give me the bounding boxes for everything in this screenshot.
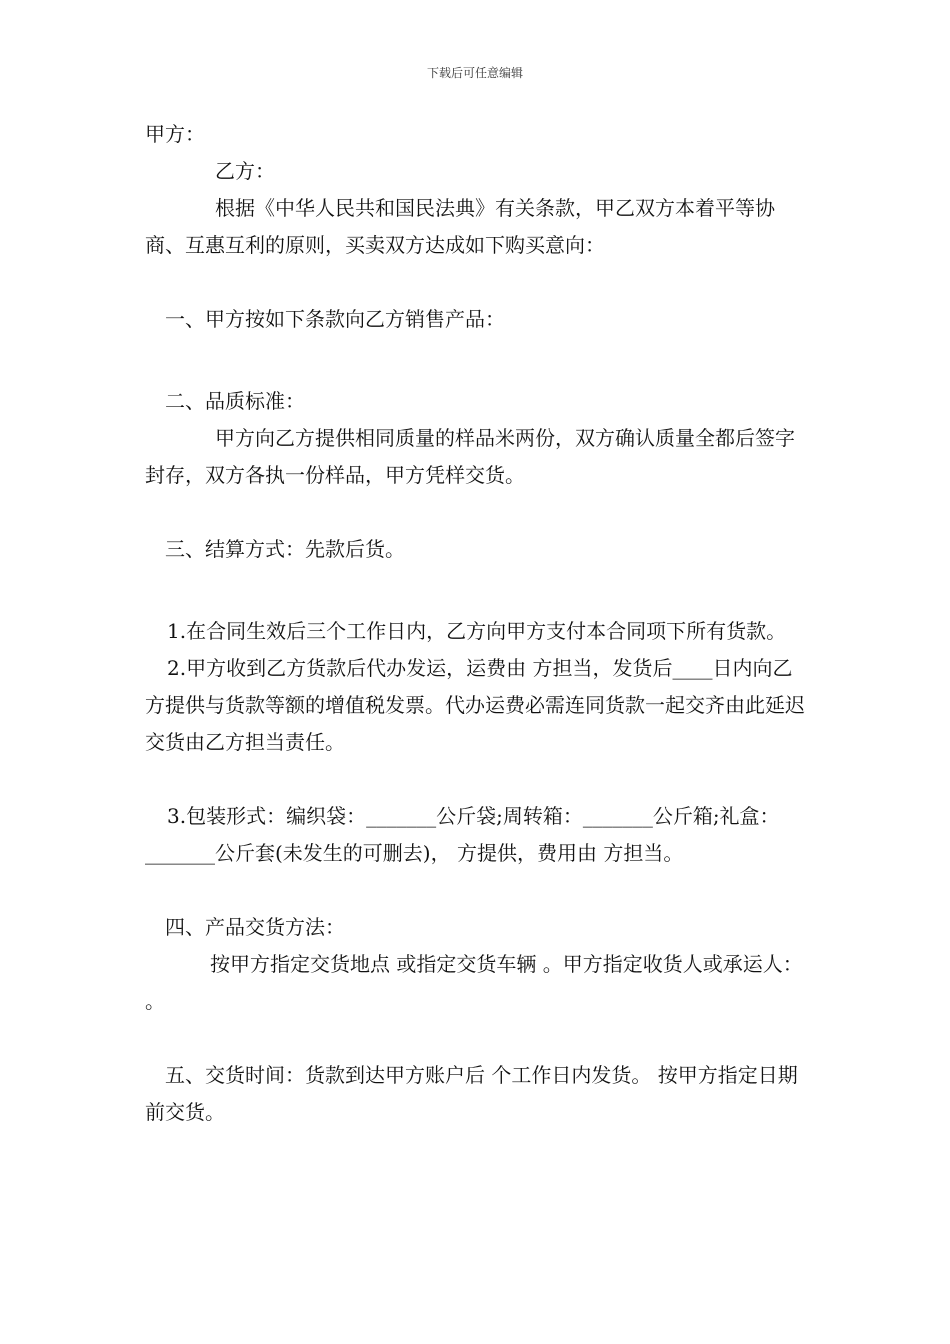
intro-paragraph: 根据《中华人民共和国民法典》有关条款，甲乙双方本着平等协商、互惠互利的原则，买卖双方达成如下购买意向： — [145, 196, 775, 257]
party-a-line: 甲方： — [145, 122, 205, 146]
section-3-item-1: 1.在合同生效后三个工作日内，乙方向甲方支付本合同项下所有货款。 — [167, 619, 787, 643]
section-3-item-3: 3.包装形式：编织袋：_______公斤袋;周转箱：_______公斤箱;礼盒：_______公斤套(未发生的可删去)， 方提供，费用由 方担当。 — [145, 804, 780, 865]
page-header: 下载后可任意编辑 — [426, 66, 523, 80]
section-4-title: 四、产品交货方法： — [165, 915, 345, 939]
section-1-title: 一、甲方按如下条款向乙方销售产品： — [165, 307, 505, 331]
section-2-body: 甲方向乙方提供相同质量的样品米两份，双方确认质量全都后签字封存，双方各执一份样品，甲方凭样交货。 — [145, 426, 795, 487]
section-2-title: 二、品质标准： — [165, 389, 305, 413]
section-4-body: 按甲方指定交货地点 或指定交货车辆 。甲方指定收货人或承运人： 。 — [145, 952, 803, 1013]
document-body — [145, 116, 810, 1131]
section-5-title: 五、交货时间：货款到达甲方账户后 个工作日内发货。 按甲方指定日期 前交货。 — [145, 1063, 798, 1124]
section-3-item-2: 2.甲方收到乙方货款后代办发运，运费由 方担当，发货后____日内向乙方提供与货款等额的增值税发票。代办运费必需连同货款一起交齐由此延迟交货由乙方担当责任。 — [145, 656, 805, 754]
section-3-title: 三、结算方式：先款后货。 — [165, 537, 405, 561]
party-b-line: 乙方： — [215, 159, 275, 183]
